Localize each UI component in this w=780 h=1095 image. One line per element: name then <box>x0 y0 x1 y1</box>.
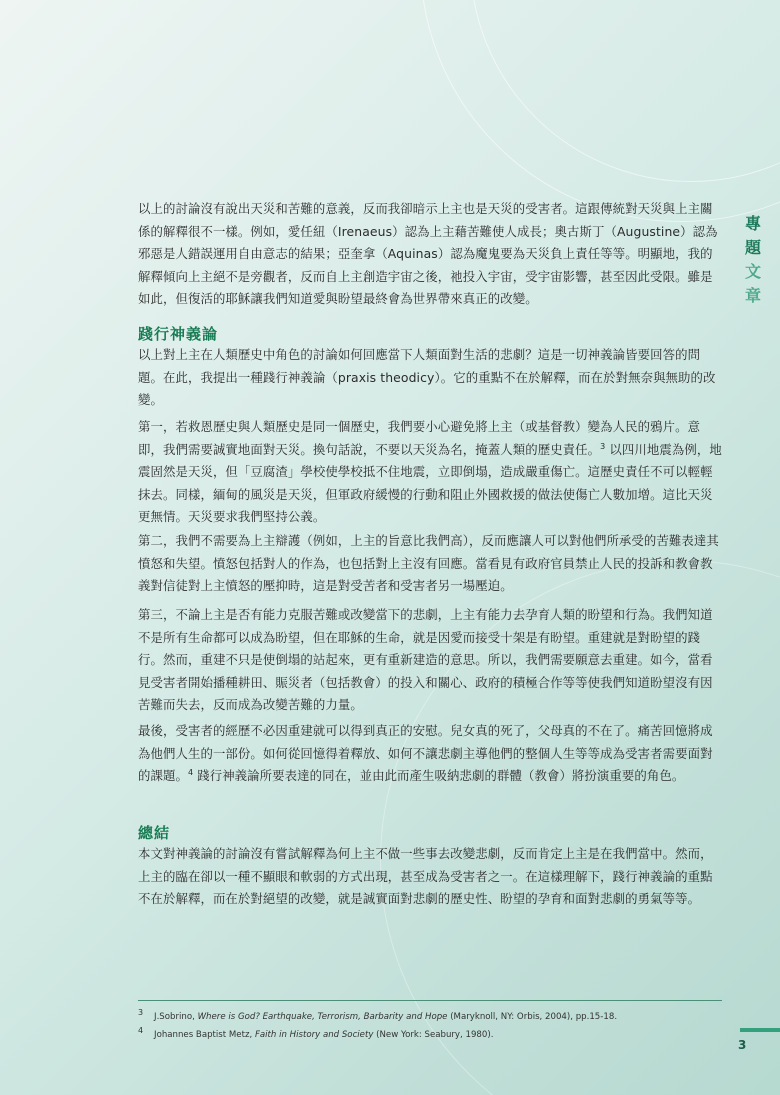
heading-conclusion: 總結 <box>138 824 171 842</box>
paragraph-first-point <box>138 416 722 529</box>
footnote-author: Johannes Baptist Metz, <box>154 1030 255 1040</box>
footnote-ref-4[interactable]: 4 <box>187 768 194 778</box>
footnote-3 <box>138 1008 722 1022</box>
footnote-number: 3 <box>138 1008 144 1018</box>
side-label-char: 專 <box>744 214 761 233</box>
paragraph-second-point: 第二，我們不需要為上主辯護（例如，上主的旨意比我們高），反而應讓人可以對他們所承受的苦難表達其憤怒和失望。憤怒包括對人的作為，也包括對上主沒有回應。當看見有政府官員禁止人民的投訴和教會教義對信徒對上主憤怒的壓抑時，這是對受苦者和受害者另一場壓迫。 <box>138 533 719 594</box>
footnote-author: J.Sobrino, <box>154 1012 198 1022</box>
footnote-ref-3[interactable]: 3 <box>600 441 606 451</box>
paragraph-conclusion: 本文對神義論的討論沒有嘗試解釋為何上主不做一些事去改變悲劇，反而肯定上主是在我們當中。然而，上主的臨在卻以一種不顯眼和軟弱的方式出現，甚至成為受害者之一。在這樣理解下，踐行神義論的重點不在於解釋，而在於對絕望的改變，就是誠實面對悲劇的歷史性、盼望的孕育和面對悲劇的勇氣等等。 <box>138 846 713 907</box>
paragraph-text: 第一，若救恩歷史與人類歷史是同一個歷史，我們要小心避免將上主（或基督教）變為人民的鴉片。意即，我們需要誠實地面對天災。換句話說，不要以天災為名，掩蓋人類的歷史責任。 <box>138 419 701 457</box>
paragraph-text: 踐行神義論所要表達的同在，並由此而產生吸納悲劇的群體（教會）將扮演重要的角色。 <box>193 768 685 784</box>
side-label-char: 章 <box>744 286 761 305</box>
page-number: 3 <box>738 1038 747 1052</box>
paragraph-third-point: 第三，不論上主是否有能力克服苦難或改變當下的悲劇，上主有能力去孕育人類的盼望和行為。我們知道不是所有生命都可以成為盼望，但在耶穌的生命，就是因愛而接受十架是有盼望。重建就是對盼望的踐行。然而，重建不只是使倒塌的站起來，更有重新建造的意思。所以，我們需要願意去重建。如今，當看見受害者開始播種耕田、賑災者（包括教會）的投入和關心、政府的積極合作等等使我們知道盼望沒有因苦難而失去，反而成為改變苦難的力量。 <box>138 607 713 713</box>
paragraph-text: 以四川地震為例，地震固然是天災，但「豆腐渣」學校使學校抵不住地震，立即倒塌，造成嚴重傷亡。這歷史責任不可以輕輕抹去。同樣，緬甸的風災是天災，但軍政府緩慢的行動和阻止外國救援的做法使傷亡人數加增。這比天災更無情。天災要求我們堅持公義。 <box>138 441 722 525</box>
paragraph-intro: 以上的討論沒有說出天災和苦難的意義，反而我卻暗示上主也是天災的受害者。這跟傳統對天災與上主關係的解釋很不一樣。例如，愛任紐（Irenaeus）認為上主藉苦難使人成長；奧古斯丁（Augustine）認為邪惡是人錯誤運用自由意志的結果；亞奎拿（Aquinas）認為魔鬼要為天災負上責任等等。明顯地，我的解釋傾向上主絕不是旁觀者，反而自上主創造宇宙之後，祂投入宇宙，受宇宙影響，甚至因此受限。雖是如此，但復活的耶穌讓我們知道愛與盼望最終會為世界帶來真正的改變。 <box>138 201 718 307</box>
heading-praxis-theodicy: 踐行神義論 <box>138 325 219 343</box>
paragraph-last-point <box>138 720 722 788</box>
footnote-publication: (Maryknoll, NY: Orbis, 2004), pp.15-18. <box>447 1012 618 1022</box>
paragraph-praxis: 以上對上主在人類歷史中角色的討論如何回應當下人類面對生活的悲劇？這是一切神義論皆要回答的問題。在此，我提出一種踐行神義論（praxis theodicy）。它的重點不在於解釋，而在於對無奈與無助的改變。 <box>138 347 716 408</box>
footnote-title: Where is God? Earthquake, Terrorism, Barbarity and Hope <box>197 1012 448 1022</box>
footnote-divider <box>138 1000 722 1001</box>
footnote-4 <box>138 1026 722 1040</box>
footnote-title: Faith in History and Society <box>254 1030 374 1040</box>
footnote-number: 4 <box>138 1026 144 1036</box>
paragraph-text: 最後，受害者的經歷不必因重建就可以得到真正的安慰。兒女真的死了，父母真的不在了。痛苦回憶將成為他們人生的一部份。如何從回憶得着釋放、如何不讓悲劇主導他們的整個人生等等成為受害者需要面對的課題。 <box>138 723 713 784</box>
page-number-accent-bar <box>740 1028 780 1032</box>
side-label-char: 題 <box>744 238 761 257</box>
footnote-publication: (New York: Seabury, 1980). <box>373 1030 494 1040</box>
side-label-char: 文 <box>744 262 761 281</box>
section-side-label <box>742 212 764 308</box>
